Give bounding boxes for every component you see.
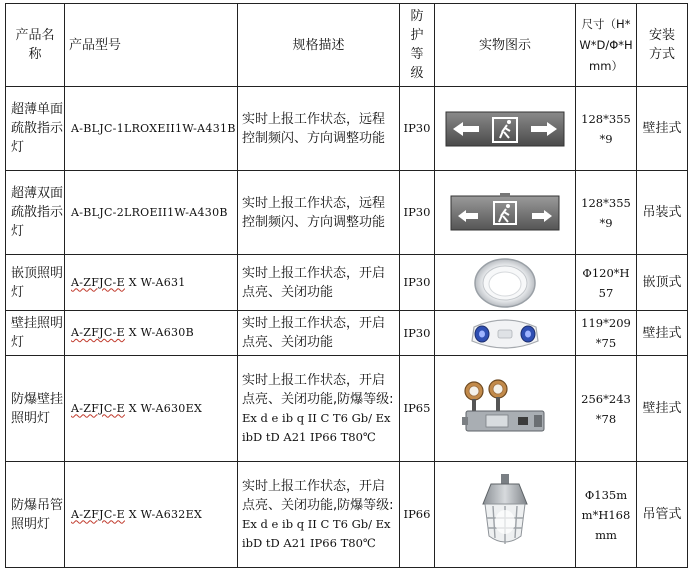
install-method: 吊装式: [637, 171, 688, 255]
product-image: [435, 311, 576, 356]
model-prefix: A-ZFJC-E: [71, 401, 125, 415]
product-name: 超薄单面疏散指示灯: [6, 87, 65, 171]
model-suffix: X W-A632EX: [124, 507, 203, 521]
protection-level: IP66: [400, 462, 435, 568]
header-install: 安装方式: [637, 4, 688, 87]
product-model: [65, 255, 238, 311]
product-name: 嵌顶照明灯: [6, 255, 65, 311]
model-suffix: X W-A630B: [124, 326, 194, 339]
table-row: [6, 255, 688, 311]
spec-description: 实时上报工作状态，远程控制频闪、方向调整功能: [238, 87, 400, 171]
product-size: 256*243*78: [576, 356, 637, 462]
table-row: [6, 171, 688, 255]
product-spec-table: [5, 3, 688, 568]
table-row: [6, 462, 688, 568]
product-image: [435, 255, 576, 311]
product-name: 超薄双面疏散指示灯: [6, 171, 65, 255]
header-protection: 防护等级: [400, 4, 435, 87]
table-row: [6, 311, 688, 356]
header-spec: 规格描述: [238, 4, 400, 87]
product-model: A-BLJC-1LROXEII1W-A431B: [65, 87, 238, 171]
table-row: [6, 87, 688, 171]
header-size: 尺寸（H*W*D/Φ*Hmm）: [576, 4, 637, 87]
spec-description: 实时上报工作状态，开启点亮、关闭功能: [238, 255, 400, 311]
product-model: [65, 311, 238, 356]
single-sided-exit-sign-icon: [445, 110, 565, 148]
protection-level: IP30: [400, 311, 435, 356]
spec-explosion-code: Ex d e ib q II C T6 Gb/ Ex ibD tD A21 IP66 T80℃: [242, 516, 391, 550]
protection-level: IP30: [400, 255, 435, 311]
product-image: [435, 462, 576, 568]
header-model: 产品型号: [65, 4, 238, 87]
install-method: 壁挂式: [637, 356, 688, 462]
product-model: [65, 356, 238, 462]
double-sided-exit-sign-icon: [450, 192, 560, 234]
header-image: 实物图示: [435, 4, 576, 87]
product-image: [435, 87, 576, 171]
spec-explosion-code: Ex d e ib q II C T6 Gb/ Ex ibD tD A21 IP66 T80℃: [242, 410, 391, 444]
table-row: [6, 356, 688, 462]
product-size: Φ120*H57: [576, 255, 637, 311]
spec-description: [238, 356, 400, 462]
header-name: 产品名称: [6, 4, 65, 87]
install-method: 壁挂式: [637, 87, 688, 171]
model-prefix: A-ZFJC-E: [71, 326, 125, 339]
model-prefix: A-ZFJC-E: [71, 507, 125, 521]
wall-mounted-twin-spot-light-icon: [468, 315, 542, 351]
product-image: [435, 171, 576, 255]
product-image: [435, 356, 576, 462]
spec-main-text: 实时上报工作状态，开启点亮、关闭功能,防爆等级:: [242, 478, 394, 513]
protection-level: IP65: [400, 356, 435, 462]
product-model: A-BLJC-2LROEII1W-A430B: [65, 171, 238, 255]
product-size: 128*355*9: [576, 171, 637, 255]
product-size: 119*209*75: [576, 311, 637, 356]
model-suffix: X W-A631: [124, 275, 186, 289]
product-name: 壁挂照明灯: [6, 311, 65, 356]
product-size: 128*355*9: [576, 87, 637, 171]
protection-level: IP30: [400, 87, 435, 171]
install-method: 壁挂式: [637, 311, 688, 356]
install-method: 吊管式: [637, 462, 688, 568]
explosion-proof-twin-head-light-icon: [462, 379, 548, 439]
explosion-proof-pendant-light-icon: [477, 474, 533, 556]
recessed-downlight-icon: [473, 257, 537, 309]
product-name: 防爆吊管照明灯: [6, 462, 65, 568]
spec-description: 实时上报工作状态，远程控制频闪、方向调整功能: [238, 171, 400, 255]
spec-main-text: 实时上报工作状态，开启点亮、关闭功能,防爆等级:: [242, 372, 394, 407]
product-size: Φ135mm*H168mm: [576, 462, 637, 568]
header-row: [6, 4, 688, 87]
install-method: 嵌顶式: [637, 255, 688, 311]
protection-level: IP30: [400, 171, 435, 255]
product-model: [65, 462, 238, 568]
model-suffix: X W-A630EX: [124, 401, 203, 415]
spec-description: [238, 462, 400, 568]
spec-description: 实时上报工作状态，开启点亮、关闭功能: [238, 311, 400, 356]
model-prefix: A-ZFJC-E: [71, 275, 125, 289]
product-name: 防爆壁挂照明灯: [6, 356, 65, 462]
